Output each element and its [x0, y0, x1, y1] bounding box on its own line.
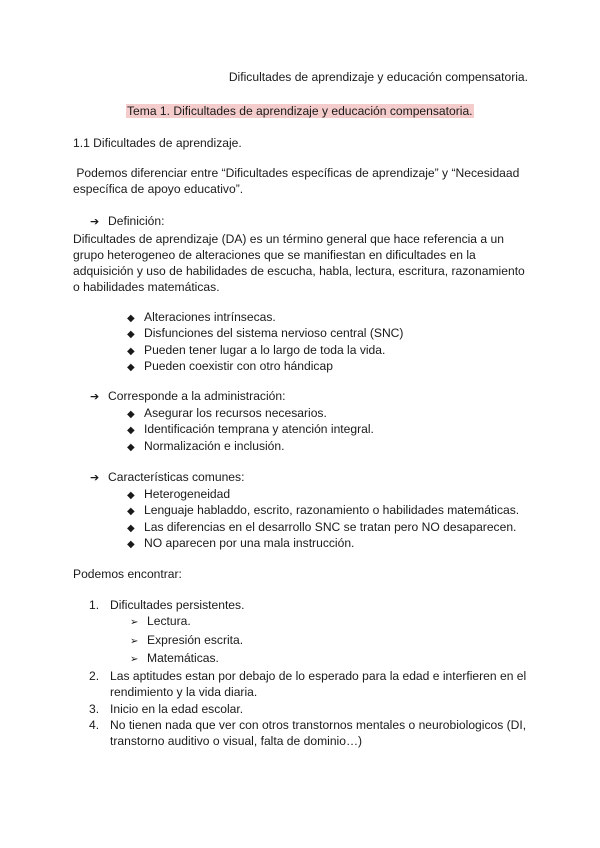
numbered-list: [73, 597, 533, 750]
arrowhead-bullet-icon: ➢: [130, 635, 139, 647]
definicion-list: [127, 309, 403, 374]
definicion-paragraph: [73, 231, 533, 295]
arrow-icon: ➔: [90, 215, 100, 228]
list-item: ◆ Heterogeneidad: [127, 486, 519, 502]
list-item: ◆ Disfunciones del sistema nervioso central (SNC): [127, 325, 403, 341]
administracion-heading: [90, 389, 285, 403]
list-item: ◆ Lenguaje habladdo, escrito, razonamiento o habilidades matemáticas.: [127, 502, 519, 518]
definicion-line: adquisición y uso de habilidades de escucha, habla, lectura, escritura, razonamiento: [73, 264, 525, 278]
section-heading: 1.1 Dificultades de aprendizaje.: [73, 136, 242, 150]
list-number: 2.: [89, 669, 100, 684]
intro-line: específica de apoyo educativo”.: [73, 182, 244, 196]
list-item: ◆ NO aparecen por una mala instrucción.: [127, 535, 519, 551]
administracion-list: [127, 405, 374, 454]
sub-list-item: ➢ Matemáticas.: [130, 650, 533, 668]
arrowhead-bullet-icon: ➢: [130, 617, 139, 629]
intro-line: Podemos diferenciar entre “Dificultades específicas de aprendizaje” y “Necesidaad: [73, 166, 520, 180]
diamond-bullet-icon: ◆: [127, 313, 135, 324]
diamond-bullet-icon: ◆: [127, 441, 135, 453]
list-item: ◆ Asegurar los recursos necesarios.: [127, 405, 374, 421]
sub-list: [110, 613, 533, 668]
caracteristicas-list: [127, 486, 519, 551]
list-item: 3. Inicio en la edad escolar.: [89, 701, 244, 716]
arrowhead-bullet-icon: ➢: [130, 653, 139, 665]
list-item: 4. No tienen nada que ver con otros transtornos mentales o neurobiologicos (DI, transtorno auditivo o visual, falta de dominio…): [89, 718, 527, 749]
diamond-bullet-icon: ◆: [127, 490, 135, 501]
list-item: ◆ Pueden coexistir con otro hándicap: [127, 358, 403, 374]
list-number: 1.: [89, 598, 100, 612]
definicion-line: Dificultades de aprendizaje (DA) es un término general que hace referencia a un: [73, 232, 504, 246]
diamond-bullet-icon: ◆: [127, 409, 135, 420]
diamond-bullet-icon: ◆: [127, 345, 135, 357]
intro-paragraph: [73, 165, 533, 197]
caracteristicas-heading: [90, 470, 244, 484]
list-number: 4.: [89, 718, 100, 733]
diamond-bullet-icon: ◆: [127, 425, 135, 437]
diamond-bullet-icon: ◆: [127, 522, 135, 534]
arrow-icon: ➔: [90, 390, 100, 403]
diamond-bullet-icon: ◆: [127, 506, 135, 518]
definicion-heading: [90, 214, 164, 228]
sub-list-item: ➢ Expresión escrita.: [130, 632, 533, 650]
arrow-icon: ➔: [90, 471, 100, 484]
list-number: 3.: [89, 701, 100, 716]
list-item: ◆ Pueden tener lugar a lo largo de toda la vida.: [127, 342, 403, 358]
diamond-bullet-icon: ◆: [127, 538, 135, 550]
list-item: ◆ Normalización e inclusión.: [127, 438, 374, 454]
sub-list-item: ➢ Lectura.: [130, 613, 533, 631]
list-item: ◆ Identificación temprana y atención integral.: [127, 421, 374, 437]
administracion-label: Corresponde a la administración:: [108, 389, 286, 403]
list-item: 2. Las aptitudes estan por debajo de lo esperado para la edad e interfieren en el rendimiento y la vida diaria.: [89, 669, 527, 700]
running-header: Dificultades de aprendizaje y educación compensatoria.: [228, 70, 528, 84]
definicion-line: o habilidades matemáticas.: [73, 280, 220, 294]
definicion-line: grupo heterogeneo de alteraciones que se manifiestan en dificultades en la: [73, 248, 476, 262]
diamond-bullet-icon: ◆: [127, 329, 135, 341]
list-item: ◆ Alteraciones intrínsecas.: [127, 309, 403, 325]
definicion-label: Definición:: [108, 214, 165, 228]
list-item: ◆ Las diferencias en el desarrollo SNC se tratan pero NO desaparecen.: [127, 519, 519, 535]
page-title: Tema 1. Dificultades de aprendizaje y educación compensatoria.: [127, 104, 473, 118]
caracteristicas-label: Características comunes:: [108, 470, 245, 484]
diamond-bullet-icon: ◆: [127, 361, 135, 373]
encontrar-heading: Podemos encontrar:: [73, 567, 182, 581]
list-item: 1. Dificultades persistentes. ➢ Lectura. ➢ Expresión escrita. ➢ Matemáticas.: [73, 597, 533, 668]
